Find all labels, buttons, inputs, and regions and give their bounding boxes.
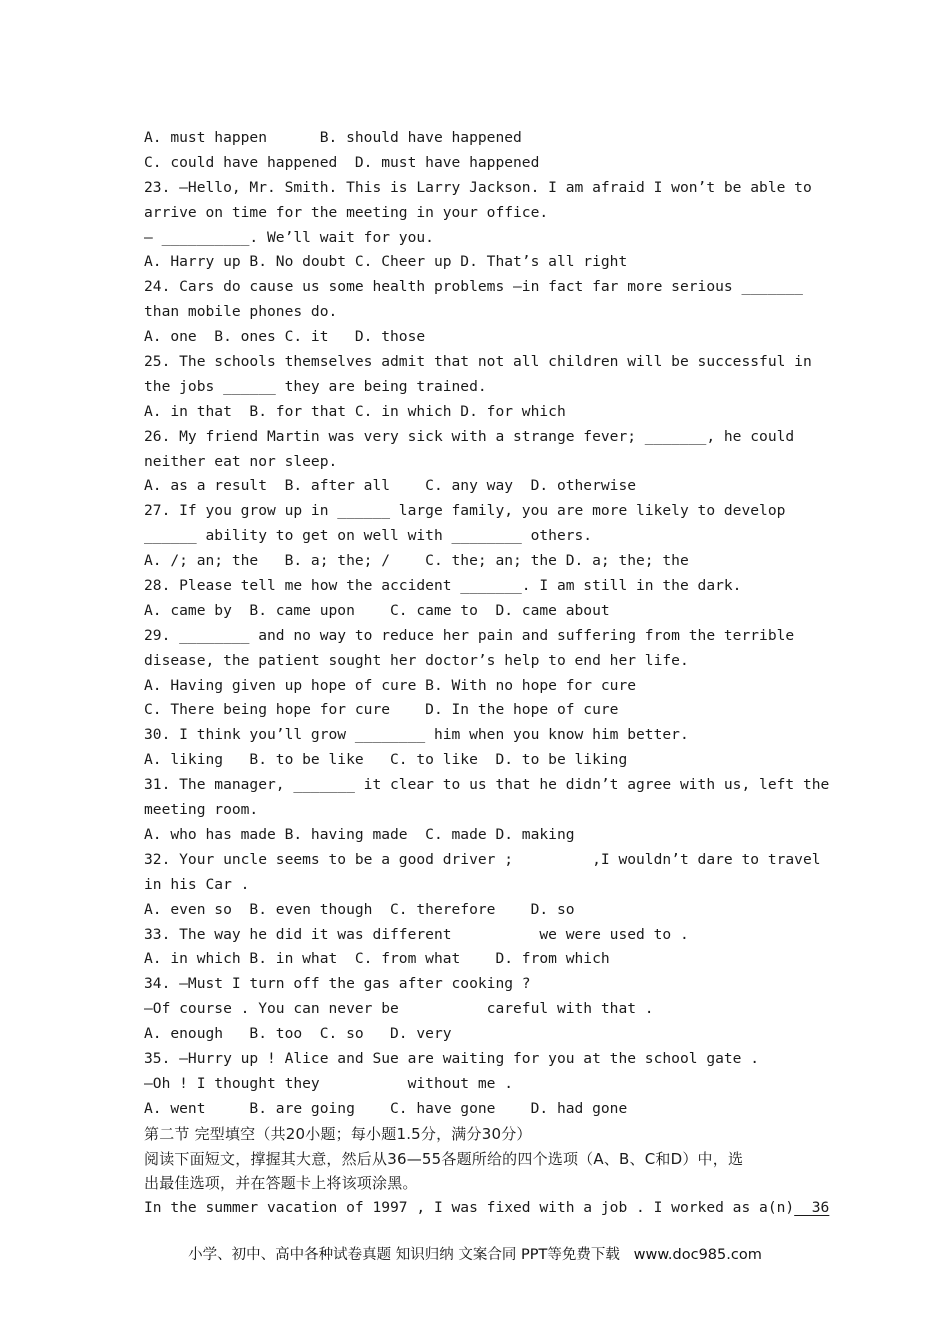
- text-line: A. as a result B. after all C. any way D. otherwise: [144, 477, 637, 495]
- text-line: A. must happen B. should have happened: [144, 129, 522, 146]
- text-line: A. one B. ones C. it D. those: [144, 328, 426, 346]
- text-line: 30. I think you’ll grow ________ him when you know him better.: [144, 726, 689, 744]
- text-line: 34. —Must I turn off the gas after cooking ?: [144, 975, 531, 993]
- text-line: A. enough B. too C. so D. very: [144, 1025, 452, 1043]
- text-line: meeting room.: [144, 801, 259, 819]
- text-line: 35. —Hurry up ! Alice and Sue are waiting for you at the school gate .: [144, 1049, 760, 1067]
- text-line: A. even so B. even though C. therefore D. so: [144, 900, 575, 918]
- text-line: A. who has made B. having made C. made D. making: [144, 825, 575, 843]
- text-line: C. could have happened D. must have happened: [144, 153, 540, 171]
- text-line: disease, the patient sought her doctor’s help to end her life.: [144, 651, 689, 669]
- text-line: 23. —Hello, Mr. Smith. This is Larry Jackson. I am afraid I won’t be able to: [144, 178, 812, 196]
- blank-36: 36: [794, 1199, 830, 1217]
- text-line: 28. Please tell me how the accident _______. I am still in the dark.: [144, 577, 742, 595]
- section-title: 第二节 完型填空（共20小题；每小题1.5分，满分30分）: [144, 1124, 532, 1143]
- text-line: A. in that B. for that C. in which D. for which: [144, 402, 566, 420]
- text-line: A. came by B. came upon C. came to D. came about: [144, 601, 610, 619]
- instructions-line: 出最佳选项，并在答题卡上将该项涂黑。: [144, 1174, 418, 1193]
- passage-first-line: [144, 1196, 830, 1221]
- text-line: A. /; an; the B. a; the; / C. the; an; the D. a; the; the: [144, 552, 689, 570]
- text-line: the jobs ______ they are being trained.: [144, 377, 487, 395]
- text-line: 33. The way he did it was different we were used to .: [144, 925, 689, 943]
- text-line: ______ ability to get on well with ________ others.: [144, 527, 593, 545]
- text-line: in his Car .: [144, 875, 250, 893]
- text-line: 27. If you grow up in ______ large family, you are more likely to develop: [144, 502, 786, 520]
- text-line: 25. The schools themselves admit that not all children will be successful in: [144, 353, 812, 371]
- text-line: than mobile phones do.: [144, 303, 338, 321]
- text-line: A. in which B. in what C. from what D. from which: [144, 950, 610, 968]
- text-line: A. Harry up B. No doubt C. Cheer up D. That’s all right: [144, 253, 628, 271]
- text-line: 26. My friend Martin was very sick with a strange fever; _______, he could: [144, 427, 795, 445]
- text-line: 29. ________ and no way to reduce her pain and suffering from the terrible: [144, 626, 795, 644]
- document-page: [144, 126, 830, 1221]
- text-line: 32. Your uncle seems to be a good driver ; ,I wouldn’t dare to travel: [144, 850, 821, 868]
- text-line: A. went B. are going C. have gone D. had gone: [144, 1099, 628, 1117]
- instructions-line: 阅读下面短文，撑握其大意，然后从36—55各题所给的四个选项（A、B、C和D）中，选: [144, 1149, 744, 1168]
- text-line: neither eat nor sleep.: [144, 452, 338, 470]
- page-footer: 小学、初中、高中各种试卷真题 知识归纳 文案合同 PPT等免费下载 www.doc985.com: [188, 1247, 762, 1263]
- text-line: 24. Cars do cause us some health problems —in fact far more serious _______: [144, 278, 803, 296]
- text-line: —Oh ! I thought they without me .: [144, 1074, 514, 1092]
- passage-text: In the summer vacation of 1997 , I was fixed with a job . I worked as a(n): [144, 1199, 795, 1217]
- text-line: arrive on time for the meeting in your office.: [144, 203, 549, 221]
- text-line: A. Having given up hope of cure B. With no hope for cure: [144, 676, 637, 694]
- text-line: 31. The manager, _______ it clear to us that he didn’t agree with us, left the: [144, 776, 830, 794]
- text-line: A. liking B. to be like C. to like D. to be liking: [144, 751, 628, 769]
- text-line: — __________. We’ll wait for you.: [144, 228, 434, 246]
- text-line: C. There being hope for cure D. In the hope of cure: [144, 701, 619, 719]
- text-line: —Of course . You can never be careful with that .: [144, 1000, 654, 1018]
